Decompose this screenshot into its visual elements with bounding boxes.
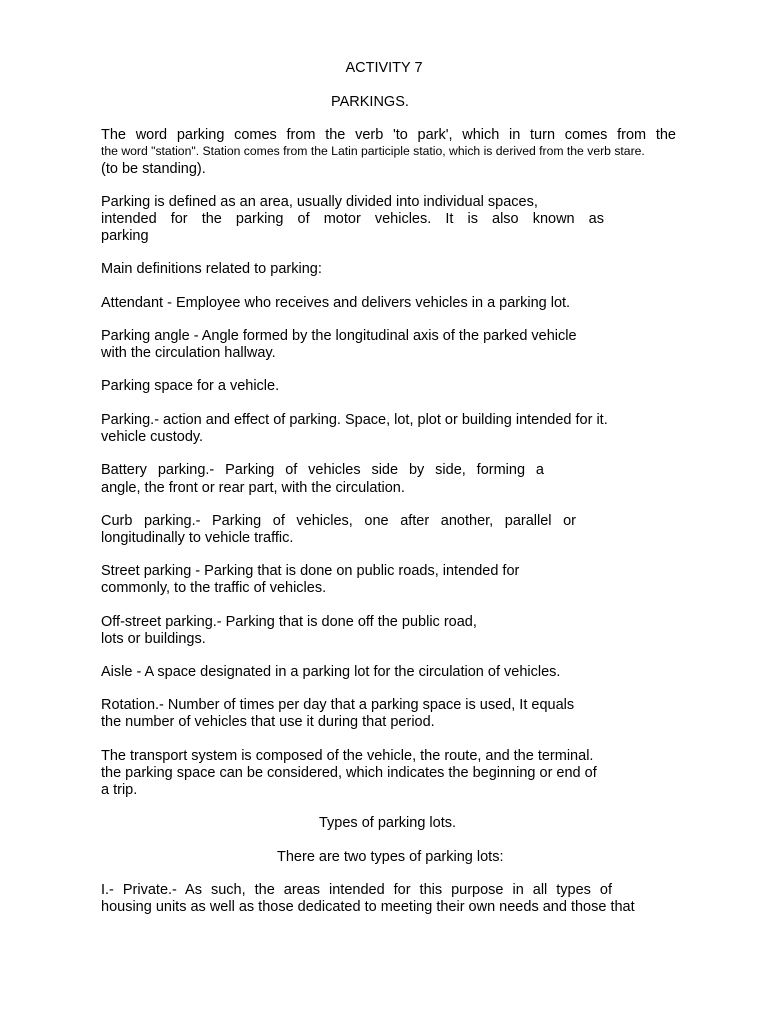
- definition-parking-angle-line-1: Parking angle - Angle formed by the longitudinal axis of the parked vehicle: [101, 328, 577, 344]
- definition-parking-line-1: Parking.- action and effect of parking. Space, lot, plot or building intended for it.: [101, 412, 608, 428]
- definition-curb-line-2: longitudinally to vehicle traffic.: [101, 530, 294, 546]
- private-line-2: housing units as well as those dedicated to meeting their own needs and those that: [101, 899, 635, 915]
- definition-line-3: parking: [101, 228, 149, 244]
- two-types-line: There are two types of parking lots:: [277, 849, 504, 865]
- transport-line-3: a trip.: [101, 782, 138, 798]
- document-subtitle: PARKINGS.: [331, 94, 409, 110]
- definition-off-street-line-2: lots or buildings.: [101, 631, 206, 647]
- types-heading: Types of parking lots.: [319, 815, 457, 831]
- definition-battery-line-1: Battery parking.- Parking of vehicles side by side, forming a: [101, 462, 544, 478]
- definition-street-line-2: commonly, to the traffic of vehicles.: [101, 580, 327, 596]
- definition-curb-line-1: Curb parking.- Parking of vehicles, one after another, parallel or: [101, 513, 576, 529]
- definition-rotation-line-2: the number of vehicles that use it during that period.: [101, 714, 435, 730]
- private-line-1: I.- Private.- As such, the areas intended for this purpose in all types of: [101, 882, 612, 898]
- definition-street-line-1: Street parking - Parking that is done on public roads, intended for: [101, 563, 520, 579]
- definition-aisle: Aisle - A space designated in a parking lot for the circulation of vehicles.: [101, 664, 561, 680]
- definition-line-1: Parking is defined as an area, usually divided into individual spaces,: [101, 194, 538, 210]
- etymology-line-2: the word "station". Station comes from the Latin participle statio, which is derived from the verb stare.: [101, 144, 645, 158]
- etymology-line-3: (to be standing).: [101, 161, 206, 177]
- transport-line-2: the parking space can be considered, which indicates the beginning or end of: [101, 765, 597, 781]
- definition-parking-line-2: vehicle custody.: [101, 429, 204, 445]
- etymology-line-1: The word parking comes from the verb 'to park', which in turn comes from the: [101, 127, 676, 143]
- definition-parking-space: Parking space for a vehicle.: [101, 378, 280, 394]
- main-definitions-heading: Main definitions related to parking:: [101, 261, 322, 277]
- definition-parking-angle-line-2: with the circulation hallway.: [101, 345, 276, 361]
- definition-off-street-line-1: Off-street parking.- Parking that is done off the public road,: [101, 614, 477, 630]
- document-title: ACTIVITY 7: [345, 60, 423, 76]
- definition-attendant: Attendant - Employee who receives and delivers vehicles in a parking lot.: [101, 295, 571, 311]
- transport-line-1: The transport system is composed of the vehicle, the route, and the terminal.: [101, 748, 594, 764]
- definition-battery-line-2: angle, the front or rear part, with the circulation.: [101, 480, 405, 496]
- definition-line-2: intended for the parking of motor vehicles. It is also known as: [101, 211, 604, 227]
- definition-rotation-line-1: Rotation.- Number of times per day that a parking space is used, It equals: [101, 697, 575, 713]
